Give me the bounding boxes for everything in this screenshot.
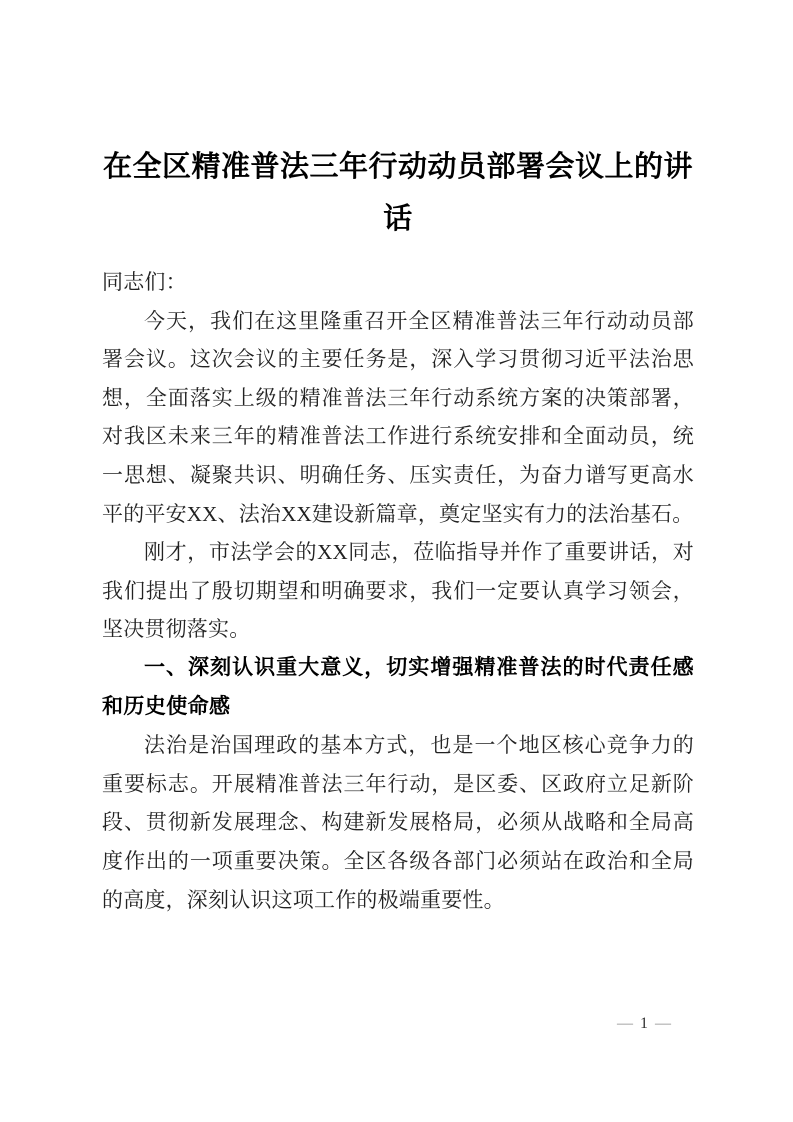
section-heading: 一、深刻认识重大意义，切实增强精准普法的时代责任感和历史使命感 xyxy=(102,655,694,718)
paragraph: 法治是治国理政的基本方式，也是一个地区核心竞争力的重要标志。开展精准普法三年行动，是区委、区政府立足新阶段、贯彻新发展理念、构建新发展格局，必须从战略和全局高度作出的一项重要决策。全区各级各部门必须站在政治和全局的高度，深刻认识这项工作的极端重要性。 xyxy=(102,733,694,912)
paragraph: 同志们： xyxy=(102,270,187,294)
paragraph: 刚才，市法学会的XX同志，莅临指导并作了重要讲话，对我们提出了殷切期望和明确要求，我们一定要认真学习领会，坚决贯彻落实。 xyxy=(102,540,694,642)
paragraph: 今天，我们在这里隆重召开全区精准普法三年行动动员部署会议。这次会议的主要任务是，深入学习贯彻习近平法治思想，全面落实上级的精准普法三年行动系统方案的决策部署，对我区未来三年的精准普法工作进行系统安排和全面动员，统一思想、凝聚共识、明确任务、压实责任，为奋力谱写更高水平的平安XX、法治XX建设新篇章，奠定坚实有力的法治基石。 xyxy=(102,308,694,526)
page-number-dash-left: — xyxy=(617,1015,633,1032)
document-title: 在全区精准普法三年行动动员部署会议上的讲话 xyxy=(102,151,693,235)
page-number-dash-right: — xyxy=(655,1015,671,1032)
page-number: 1 xyxy=(640,1015,648,1032)
page-number-footer xyxy=(607,1013,681,1035)
paragraph-list xyxy=(102,263,694,919)
document-body xyxy=(102,141,694,919)
